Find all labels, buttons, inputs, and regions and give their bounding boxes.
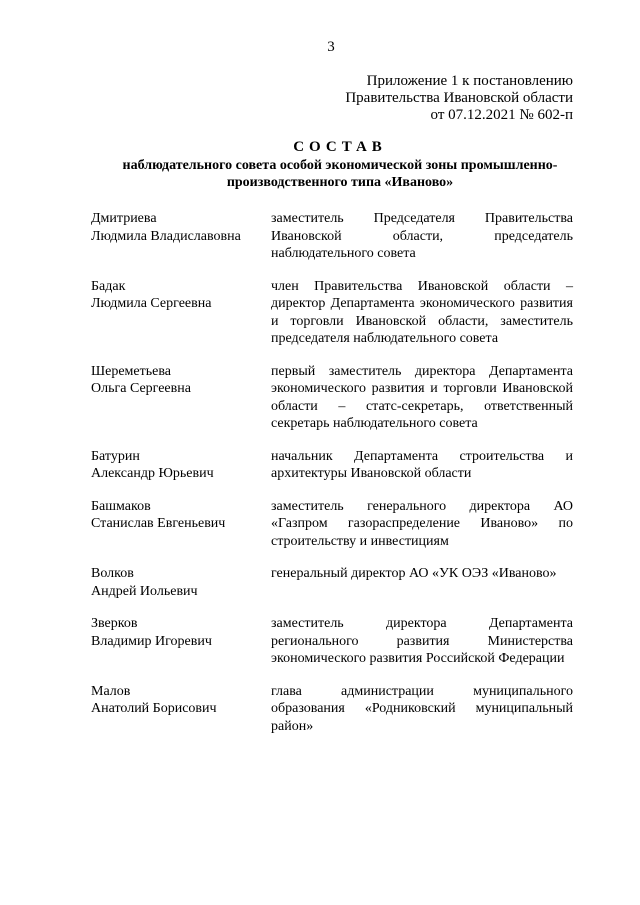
member-position: генеральный директор АО «УК ОЭЗ «Иваново»	[271, 566, 557, 581]
appendix-line-2: Правительства Ивановской области	[345, 90, 573, 106]
appendix-reference	[345, 73, 573, 124]
member-entry	[91, 615, 573, 668]
member-position: член Правительства Ивановской области – директор Департамента экономического развития и торговли Ивановской области, заместитель председателя наблюдательного совета	[271, 278, 573, 346]
member-entry	[91, 448, 573, 483]
member-entry	[91, 278, 573, 348]
member-surname: Башмаков	[91, 498, 151, 514]
member-name	[91, 210, 271, 263]
member-given-names: Александр Юрьевич	[91, 466, 214, 481]
page-number: 3	[327, 39, 335, 55]
document-subtitle	[60, 157, 620, 191]
appendix-line-3: от 07.12.2021 № 602-п	[430, 107, 573, 123]
member-entry	[91, 363, 573, 433]
member-position: начальник Департамента строительства и архитектуры Ивановской области	[271, 448, 573, 481]
member-position: первый заместитель директора Департамента экономического развития и торговли Ивановской области – статс-секретарь, ответственный секретарь наблюдательного совета	[271, 363, 573, 431]
member-entry	[91, 565, 573, 600]
member-given-names: Владимир Игоревич	[91, 633, 212, 649]
member-name	[91, 683, 271, 736]
member-name	[91, 448, 271, 483]
member-given-names: Людмила Сергеевна	[91, 296, 212, 311]
member-surname: Волков	[91, 566, 134, 581]
member-position: заместитель Председателя Правительства Ивановской области, председатель наблюдательного совета	[271, 211, 573, 261]
member-given-names: Ольга Сергеевна	[91, 381, 191, 396]
member-given-names: Андрей Иольевич	[91, 583, 198, 599]
member-name	[91, 363, 271, 433]
member-surname: Зверков	[91, 616, 138, 631]
member-entry	[91, 683, 573, 736]
member-entry	[91, 210, 573, 263]
member-position: заместитель директора Департамента регионального развития Министерства экономического развития Российской Федерации	[271, 616, 573, 666]
member-position: заместитель генерального директора АО «Газпром газораспределение Иваново» по строительству и инвестициям	[271, 498, 573, 549]
member-surname: Дмитриева	[91, 211, 157, 226]
member-surname: Батурин	[91, 448, 140, 464]
member-name	[91, 565, 271, 600]
member-name	[91, 498, 271, 551]
member-surname: Малов	[91, 683, 131, 699]
document-title: СОСТАВ	[293, 139, 387, 155]
members-list	[91, 210, 573, 750]
member-surname: Шереметьева	[91, 363, 171, 379]
document-heading	[60, 138, 620, 191]
member-surname: Бадак	[91, 278, 126, 294]
member-entry	[91, 498, 573, 551]
member-name	[91, 615, 271, 668]
appendix-line-1: Приложение 1 к постановлению	[366, 73, 573, 89]
member-position: глава администрации муниципального образования «Родниковский муниципальный район»	[271, 683, 573, 734]
member-name	[91, 278, 271, 348]
member-given-names: Людмила Владиславовна	[91, 228, 241, 244]
subtitle-line-2: производственного типа «Иваново»	[226, 175, 454, 190]
subtitle-line-1: наблюдательного совета особой экономической зоны промышленно-	[122, 158, 558, 173]
member-given-names: Анатолий Борисович	[91, 701, 217, 716]
member-given-names: Станислав Евгеньевич	[91, 516, 226, 531]
